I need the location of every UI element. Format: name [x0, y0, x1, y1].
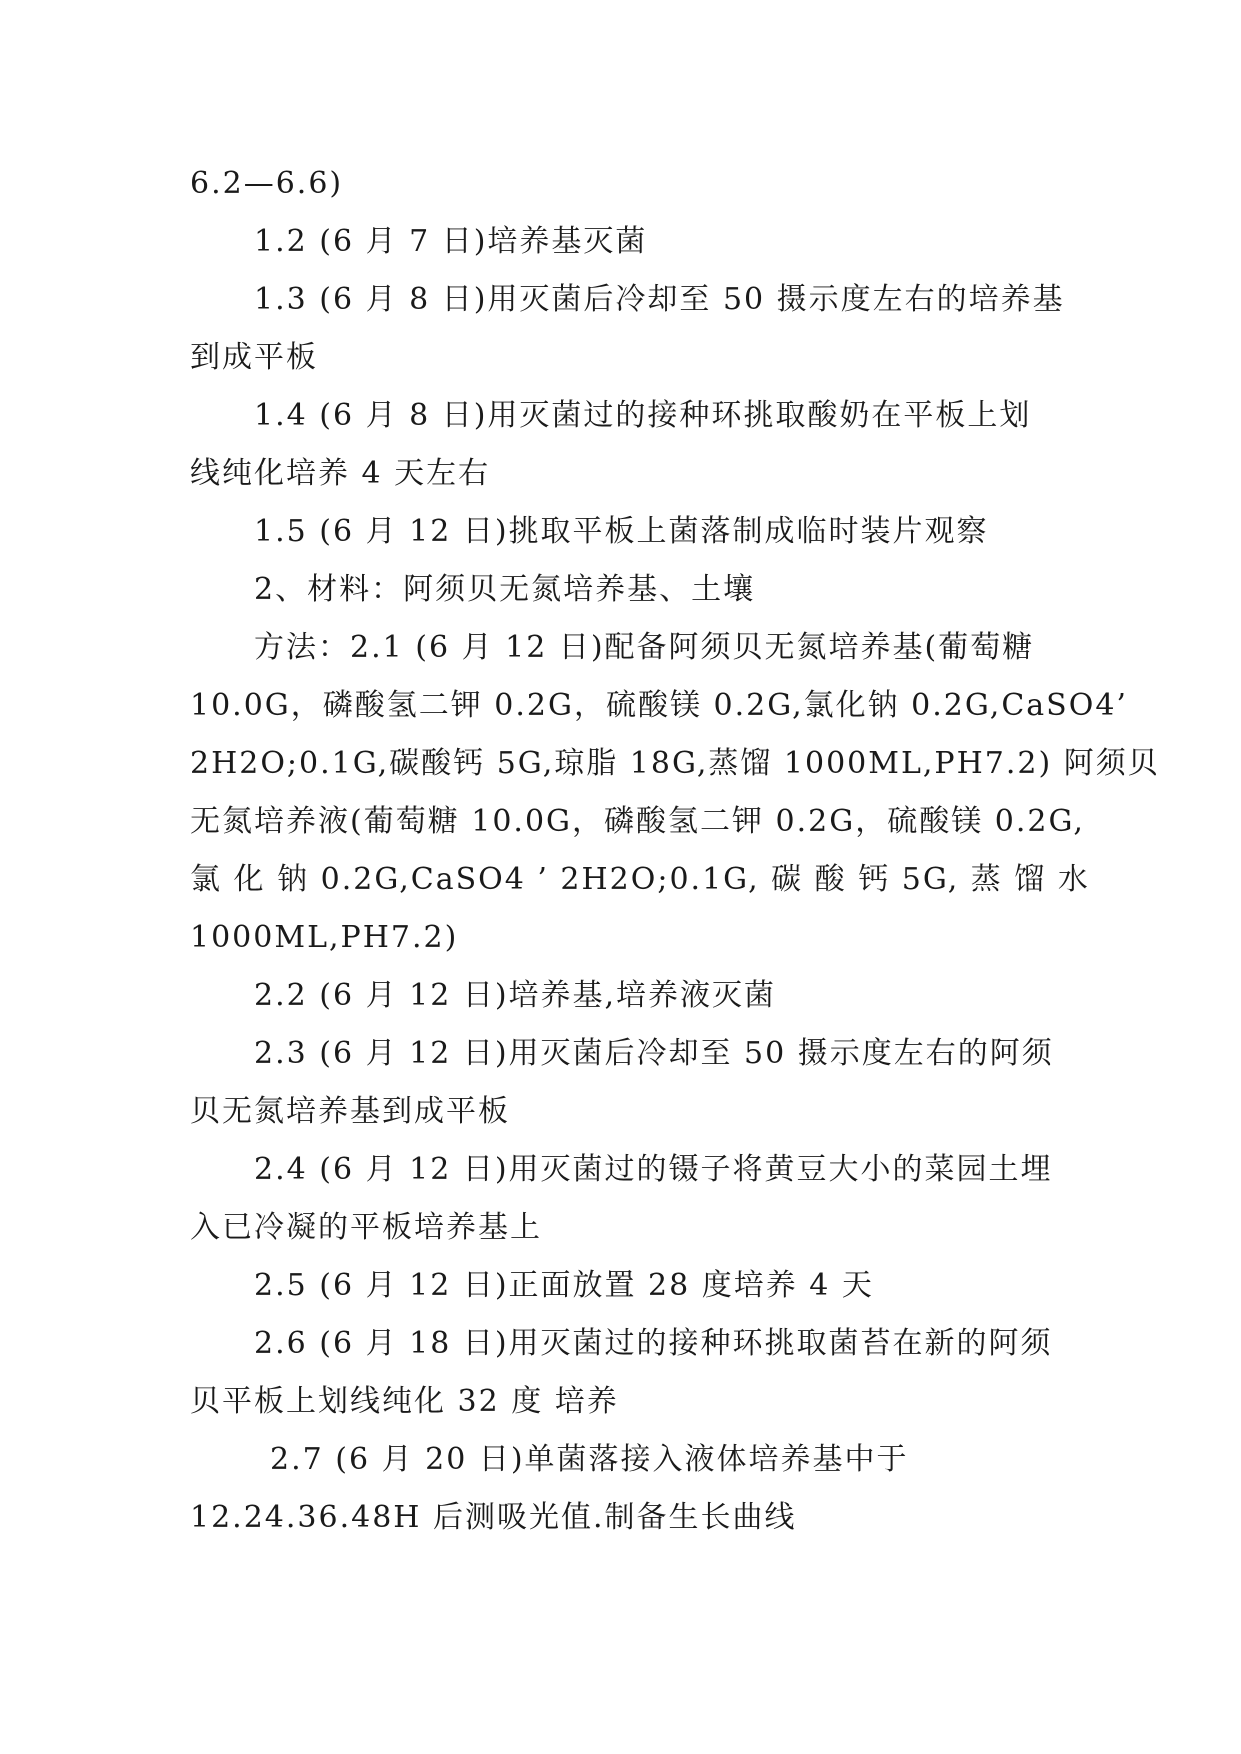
text-line: 12.24.36.48H 后测吸光值.制备生长曲线 — [190, 1500, 797, 1535]
text-line: 1.5 (6 月 12 日)挑取平板上菌落制成临时装片观察 — [254, 514, 989, 549]
text-line: 2.7 (6 月 20 日)单菌落接入液体培养基中于 — [270, 1442, 909, 1477]
text-line: 氯 化 钠 0.2G,CaSO4 ’ 2H2O;0.1G, 碳 酸 钙 5G, 蒸 馏 水 — [190, 862, 1090, 897]
text-line: 2.2 (6 月 12 日)培养基,培养液灭菌 — [254, 978, 777, 1013]
text-line: 2.6 (6 月 18 日)用灭菌过的接种环挑取菌苔在新的阿须 — [254, 1326, 1053, 1361]
text-line: 2.4 (6 月 12 日)用灭菌过的镊子将黄豆大小的菜园土埋 — [254, 1152, 1053, 1187]
text-line: 1.2 (6 月 7 日)培养基灭菌 — [254, 224, 648, 259]
text-line: 贝无氮培养基到成平板 — [190, 1094, 510, 1129]
text-line: 线纯化培养 4 天左右 — [190, 456, 491, 491]
text-line: 1000ML,PH7.2) — [190, 920, 459, 955]
text-line: 6.2—6.6) — [190, 166, 344, 201]
text-line: 1.4 (6 月 8 日)用灭菌过的接种环挑取酸奶在平板上划 — [254, 398, 1032, 433]
text-line: 贝平板上划线纯化 32 度 培养 — [190, 1384, 619, 1419]
text-line: 1.3 (6 月 8 日)用灭菌后冷却至 50 摄示度左右的培养基 — [254, 282, 1065, 317]
text-line: 2.3 (6 月 12 日)用灭菌后冷却至 50 摄示度左右的阿须 — [254, 1036, 1054, 1071]
text-line: 无氮培养液(葡萄糖 10.0G，磷酸氢二钾 0.2G，硫酸镁 0.2G, — [190, 804, 1085, 839]
text-line: 到成平板 — [190, 340, 318, 375]
text-line: 2H2O;0.1G,碳酸钙 5G,琼脂 18G,蒸馏 1000ML,PH7.2) 阿须贝 — [190, 746, 1160, 781]
text-line: 10.0G，磷酸氢二钾 0.2G，硫酸镁 0.2G,氯化钠 0.2G,CaSO4’ — [190, 688, 1128, 723]
text-line: 方法：2.1 (6 月 12 日)配备阿须贝无氮培养基(葡萄糖 — [254, 630, 1035, 665]
text-line: 入已冷凝的平板培养基上 — [190, 1210, 542, 1245]
text-line: 2.5 (6 月 12 日)正面放置 28 度培养 4 天 — [254, 1268, 874, 1303]
document-page — [190, 155, 1160, 1547]
text-line: 2、材料：阿须贝无氮培养基、土壤 — [254, 572, 756, 607]
